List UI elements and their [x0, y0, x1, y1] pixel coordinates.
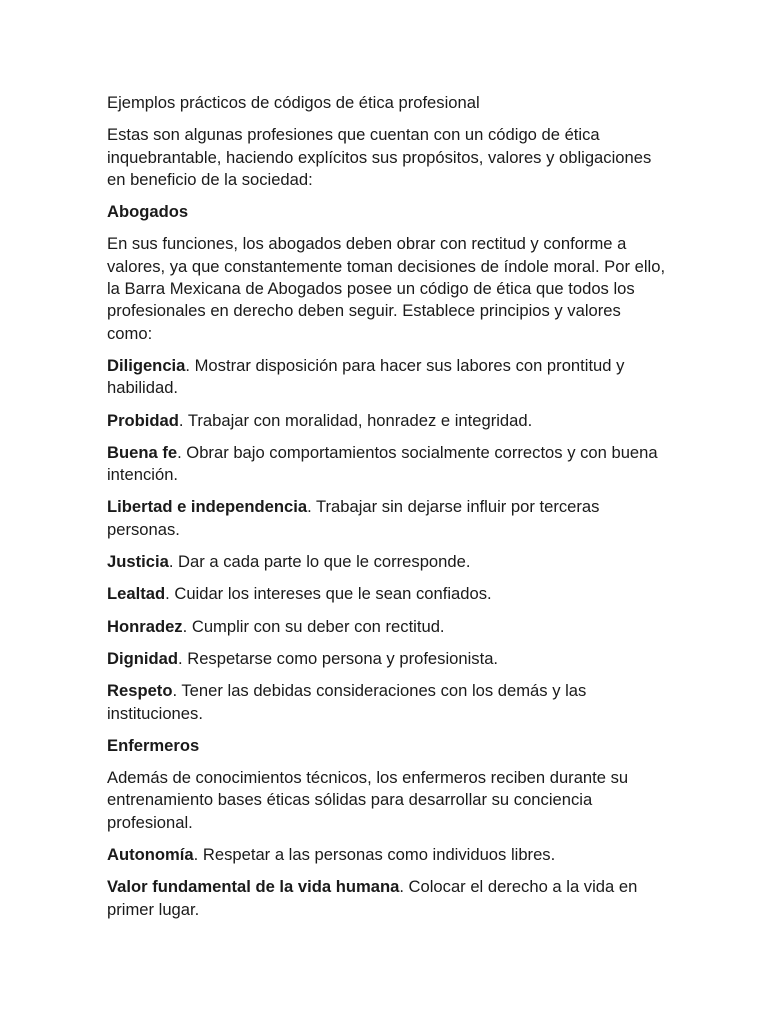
value-term: Buena fe — [107, 442, 178, 462]
value-item — [107, 410, 667, 432]
value-text: . Respetar a las personas como individuos libres. — [193, 845, 556, 865]
value-item — [107, 648, 667, 670]
value-term: Respeto — [107, 681, 173, 701]
value-term: Autonomía — [107, 845, 194, 865]
document-page — [107, 92, 667, 931]
document-title: Ejemplos prácticos de códigos de ética profesional — [107, 93, 480, 112]
value-item — [107, 442, 667, 487]
value-item — [107, 844, 667, 866]
value-term: Lealtad — [107, 584, 166, 604]
value-term: Valor fundamental de la vida humana — [107, 877, 400, 897]
value-text: . Cumplir con su deber con rectitud. — [182, 616, 445, 636]
value-item — [107, 680, 667, 725]
value-item — [107, 355, 667, 400]
value-text: . Dar a cada parte lo que le corresponde. — [168, 552, 471, 572]
value-item — [107, 616, 667, 638]
value-item — [107, 496, 667, 541]
value-term: Diligencia — [107, 355, 186, 375]
value-term: Justicia — [107, 552, 169, 572]
section-heading-enfermeros: Enfermeros — [107, 735, 200, 755]
intro-paragraph: Estas son algunas profesiones que cuentan con un código de ética inquebrantable, haciendo explícitos sus propósitos, valores y obligaciones en beneficio de la sociedad: — [107, 125, 652, 189]
value-text: . Tener las debidas consideraciones con los demás y las instituciones. — [107, 681, 587, 723]
value-text: . Trabajar con moralidad, honradez e integridad. — [178, 410, 533, 430]
value-item — [107, 551, 667, 573]
value-term: Probidad — [107, 410, 179, 430]
value-item — [107, 876, 667, 921]
value-text: . Trabajar sin dejarse influir por terceras personas. — [107, 497, 600, 539]
section-heading-abogados: Abogados — [107, 202, 189, 222]
value-text: . Cuidar los intereses que le sean confiados. — [165, 584, 492, 604]
value-text: . Obrar bajo comportamientos socialmente correctos y con buena intención. — [107, 442, 658, 485]
value-text: . Colocar el derecho a la vida en primer lugar. — [107, 877, 638, 919]
value-term: Libertad e independencia — [107, 497, 308, 517]
value-term: Honradez — [107, 616, 183, 636]
section-description-abogados: En sus funciones, los abogados deben obrar con rectitud y conforme a valores, ya que constantemente toman decisiones de índole moral. Por ello, la Barra Mexicana de Abogados posee un código de ética que todos los profesionales en derecho deben seguir. Establece principios y valores como: — [107, 234, 666, 343]
value-text: . Respetarse como persona y profesionista. — [177, 648, 499, 668]
value-term: Dignidad — [107, 648, 178, 668]
value-item — [107, 583, 667, 605]
value-text: . Mostrar disposición para hacer sus labores con prontitud y habilidad. — [107, 355, 625, 398]
section-description-enfermeros: Además de conocimientos técnicos, los enfermeros reciben durante su entrenamiento bases éticas sólidas para desarrollar su conciencia profesional. — [107, 768, 629, 832]
